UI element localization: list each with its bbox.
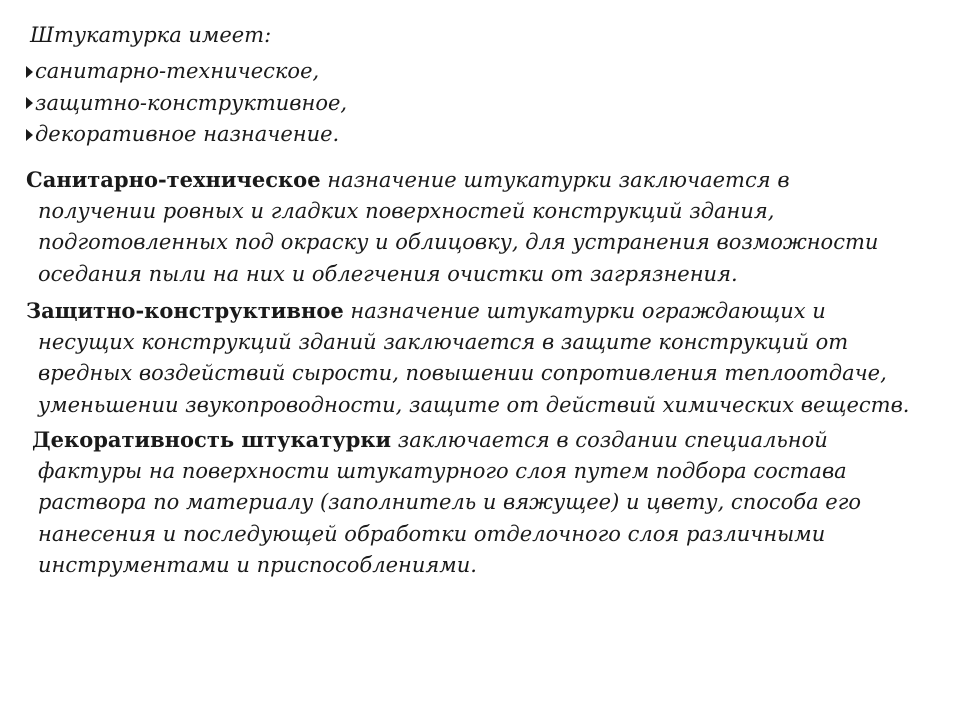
paragraph-line: получении ровных и гладких поверхностей конструкций здания, <box>38 198 775 223</box>
bullet-triangle-icon <box>26 129 33 141</box>
paragraph-line: раствора по материалу (заполнитель и вяжущее) и цвету, способа его <box>38 490 861 514</box>
paragraph-line: инструментами и приспособлениями. <box>38 553 477 577</box>
paragraph-line: нанесения и последующей обработки отделочного слоя различными <box>38 521 826 546</box>
paragraph-line <box>26 295 906 327</box>
list-item-text: санитарно-техническое, <box>35 59 320 83</box>
paragraph-text: заключается в создании специальной <box>391 428 828 452</box>
intro-text: Штукатурка имеет: <box>30 23 272 47</box>
paragraph-sanitary <box>26 164 906 290</box>
purpose-list <box>26 56 347 151</box>
term-decorative: Декоративность штукатурки <box>32 427 392 452</box>
list-item-text: декоративное назначение. <box>35 122 340 146</box>
paragraph-text: назначение штукатурки заключается в <box>320 168 790 192</box>
paragraph-line: несущих конструкций зданий заключается в защите конструкций от <box>38 329 849 354</box>
paragraph-line: вредных воздействий сырости, повышении сопротивления теплоотдаче, <box>38 361 887 385</box>
bullet-triangle-icon <box>26 97 33 109</box>
paragraph-line: фактуры на поверхности штукатурного слоя путем подбора состава <box>38 458 847 483</box>
paragraph-line: оседания пыли на них и облегчения очистки от загрязнения. <box>38 261 738 286</box>
paragraph-line <box>26 164 906 196</box>
term-sanitary: Санитарно-техническое <box>26 167 321 192</box>
list-item-text: защитно-конструктивное, <box>35 90 348 115</box>
paragraph-decorative <box>32 424 912 582</box>
list-item <box>26 56 347 88</box>
paragraph-protective <box>26 295 910 421</box>
term-protective: Защитно-конструктивное <box>26 298 344 323</box>
paragraph-line <box>32 424 912 456</box>
bullet-triangle-icon <box>26 66 33 78</box>
paragraph-line: уменьшении звукопроводности, защите от действий химических веществ. <box>38 392 910 417</box>
paragraph-text: назначение штукатурки ограждающих и <box>343 299 826 323</box>
list-item <box>26 119 347 151</box>
list-item <box>26 88 347 120</box>
paragraph-line: подготовленных под окраску и облицовку, для устранения возможности <box>38 230 879 254</box>
